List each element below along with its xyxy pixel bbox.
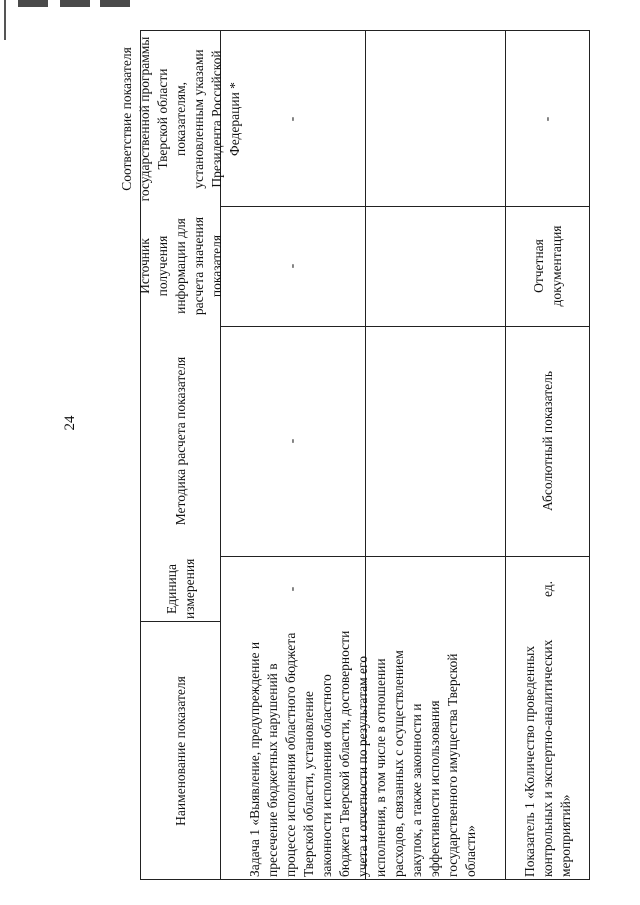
page-number: 24 (62, 415, 78, 431)
indicator-compliance: - (540, 116, 555, 121)
task-compliance: - (284, 116, 300, 121)
indicator-source: Отчетная документация (531, 225, 564, 307)
task-source: - (284, 263, 300, 269)
indicator-unit: ед. (540, 580, 555, 597)
task-method: - (284, 438, 300, 444)
header-unit: Единица измерения (163, 558, 197, 619)
indicator-method: Абсолютный показатель (540, 370, 555, 512)
header-source: Источник получения информации для расчета значения показателя (136, 216, 224, 316)
indicator-name: Показатель 1 «Количество проведенных контрольных и экспертно-аналитических мероприятий» (522, 639, 573, 877)
scan-mark (18, 0, 48, 7)
scan-mark (60, 0, 90, 7)
indicators-table (118, 30, 590, 880)
task-name-cell: Задача 1 «Выявление, предупреждение и пресечение бюджетных нарушений в процессе исполнения областного бюджета Тверской области, установление законности исполнения областного бюджета Тверской области, достоверности учета и отчетности по результатам его исполнения, в том числе в отношении расходов, связанных с осуществлением закупок, а также законности и эффективности использования государственного имущества Тверской области» (246, 630, 478, 877)
page-edge-line (4, 0, 6, 40)
scan-mark (100, 0, 130, 7)
header-method: Методика расчета показателя (172, 356, 188, 526)
header-compliance: Соответствие показателя государственной программы Тверской области показателям, установленным указами Президента Российской Федерации * (118, 36, 242, 201)
header-name: Наименование показателя (172, 676, 188, 826)
task-unit: - (284, 586, 300, 591)
